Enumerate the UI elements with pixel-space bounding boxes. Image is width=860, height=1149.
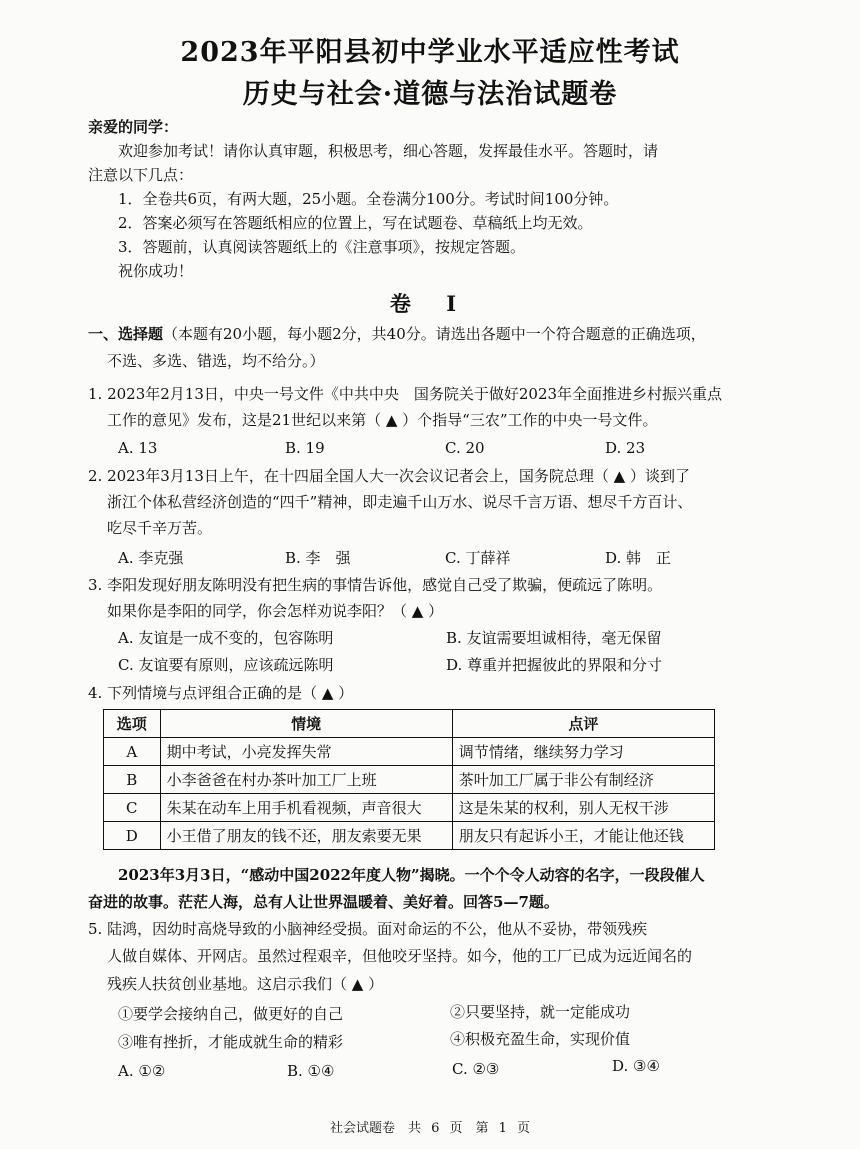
table-header-situation: 情境	[160, 710, 452, 738]
q5-line-3: 残疾人扶贫创业基地。这启示我们（ ▲ ）	[107, 975, 384, 993]
q5-option-b[interactable]: B. ①④	[287, 1062, 335, 1080]
intro-line-2: 注意以下几点：	[88, 166, 194, 184]
section-heading: 一、选择题	[88, 325, 164, 343]
q3-line-1: 3. 李阳发现好朋友陈明没有把生病的事情告诉他，感觉自己受了欺骗，便疏远了陈明。	[88, 576, 663, 594]
q4-line-1: 4. 下列情境与点评组合正确的是（ ▲ ）	[88, 684, 354, 702]
table-cell-comment: 这是朱某的权利，别人无权干涉	[452, 794, 714, 822]
note-2: 2．答案必须写在答题纸相应的位置上，写在试题卷、草稿纸上均无效。	[118, 214, 593, 232]
table-cell-comment: 朋友只有起诉小王，才能让他还钱	[452, 822, 714, 850]
table-cell-option: C	[104, 794, 161, 822]
section-heading-line	[88, 324, 706, 344]
note-3: 3．答题前，认真阅读答题纸上的《注意事项》，按规定答题。	[118, 238, 526, 256]
q5-option-c[interactable]: C. ②③	[452, 1060, 500, 1078]
q3-option-a[interactable]: A. 友谊是一成不变的，包容陈明	[118, 629, 334, 647]
q2-option-c[interactable]: C. 丁薛祥	[445, 549, 511, 567]
q2-line-1: 2. 2023年3月13日上午，在十四届全国人大一次会议记者会上，国务院总理（ ▲ ）谈到了	[88, 467, 690, 485]
q5-statement-3: ③唯有挫折，才能成就生命的精彩	[118, 1033, 344, 1051]
table-row	[104, 822, 715, 850]
q5-line-1: 5. 陆鸿，因幼时高烧导致的小脑神经受损。面对命运的不公，他从不妥协，带领残疾	[88, 920, 648, 938]
intro-line-1: 欢迎参加考试！请你认真审题，积极思考，细心答题，发挥最佳水平。答题时，请	[118, 142, 659, 160]
q4-table	[103, 709, 715, 850]
material-line-2: 奋进的故事。茫茫人海，总有人让世界温暖着、美好着。回答5—7题。	[88, 893, 559, 911]
table-header-comment: 点评	[452, 710, 714, 738]
q1-option-c[interactable]: C. 20	[445, 439, 485, 457]
exam-title: 2023年平阳县初中学业水平适应性考试	[180, 37, 680, 68]
q1-option-b[interactable]: B. 19	[285, 439, 325, 457]
table-row	[104, 766, 715, 794]
exam-subtitle: 历史与社会·道德与法治试题卷	[242, 79, 618, 110]
section-heading-note-2: 不选、多选、错选，均不给分。）	[107, 352, 325, 370]
table-cell-option: D	[104, 822, 161, 850]
q1-line-2: 工作的意见》发布，这是21世纪以来第（ ▲ ）个指导“三农”工作的中央一号文件。	[107, 411, 658, 429]
table-cell-situation: 期中考试，小亮发挥失常	[160, 738, 452, 766]
q3-option-c[interactable]: C. 友谊要有原则，应该疏远陈明	[118, 656, 334, 674]
q1-line-1: 1. 2023年2月13日，中央一号文件《中共中央 国务院关于做好2023年全面推进乡村振兴重点	[88, 385, 723, 403]
q5-line-2: 人做自媒体、开网店。虽然过程艰辛，但他咬牙坚持。如今，他的工厂已成为远近闻名的	[107, 947, 693, 965]
table-cell-situation: 朱某在动车上用手机看视频，声音很大	[160, 794, 452, 822]
section-mark: 卷 I	[389, 291, 471, 316]
table-row	[104, 794, 715, 822]
q3-option-d[interactable]: D. 尊重并把握彼此的界限和分寸	[446, 656, 663, 674]
q1-option-d[interactable]: D. 23	[605, 439, 646, 457]
table-cell-situation: 小李爸爸在村办茶叶加工厂上班	[160, 766, 452, 794]
q2-line-3: 吃尽千辛万苦。	[107, 519, 213, 537]
table-header-option: 选项	[104, 710, 161, 738]
table-header-row	[104, 710, 715, 738]
wish: 祝你成功！	[118, 262, 194, 280]
section-heading-note: （本题有20小题，每小题2分，共40分。请选出各题中一个符合题意的正确选项，	[163, 325, 706, 343]
table-cell-comment: 调节情绪，继续努力学习	[452, 738, 714, 766]
note-1: 1．全卷共6页，有两大题，25小题。全卷满分100分。考试时间100分钟。	[118, 190, 619, 208]
q1-option-a[interactable]: A. 13	[118, 439, 158, 457]
table-cell-comment: 茶叶加工厂属于非公有制经济	[452, 766, 714, 794]
q2-option-b[interactable]: B. 李 强	[285, 549, 351, 567]
q5-option-a[interactable]: A. ①②	[118, 1062, 166, 1080]
q2-line-2: 浙江个体私营经济创造的“四千”精神，即走遍千山万水、说尽千言万语、想尽千方百计、	[107, 493, 693, 511]
greeting: 亲爱的同学：	[88, 118, 179, 136]
q5-statement-1: ①要学会接纳自己，做更好的自己	[118, 1005, 344, 1023]
q3-line-2: 如果你是李阳的同学，你会怎样劝说李阳？（ ▲ ）	[107, 602, 444, 620]
page-footer: 社会试题卷 共 6 页 第 1 页	[329, 1121, 531, 1136]
q3-option-b[interactable]: B. 友谊需要坦诚相待，毫无保留	[446, 629, 662, 647]
table-cell-option: A	[104, 738, 161, 766]
q2-option-a[interactable]: A. 李克强	[118, 549, 184, 567]
q5-option-d[interactable]: D. ③④	[612, 1057, 660, 1075]
table-row	[104, 738, 715, 766]
q2-option-d[interactable]: D. 韩 正	[605, 549, 672, 567]
q5-statement-4: ④积极充盈生命，实现价值	[450, 1030, 631, 1048]
q5-statement-2: ②只要坚持，就一定能成功	[450, 1003, 631, 1021]
table-cell-option: B	[104, 766, 161, 794]
table-cell-situation: 小王借了朋友的钱不还，朋友索要无果	[160, 822, 452, 850]
material-line-1: 2023年3月3日，“感动中国2022年度人物”揭晓。一个个令人动容的名字，一段段催人	[118, 866, 705, 884]
